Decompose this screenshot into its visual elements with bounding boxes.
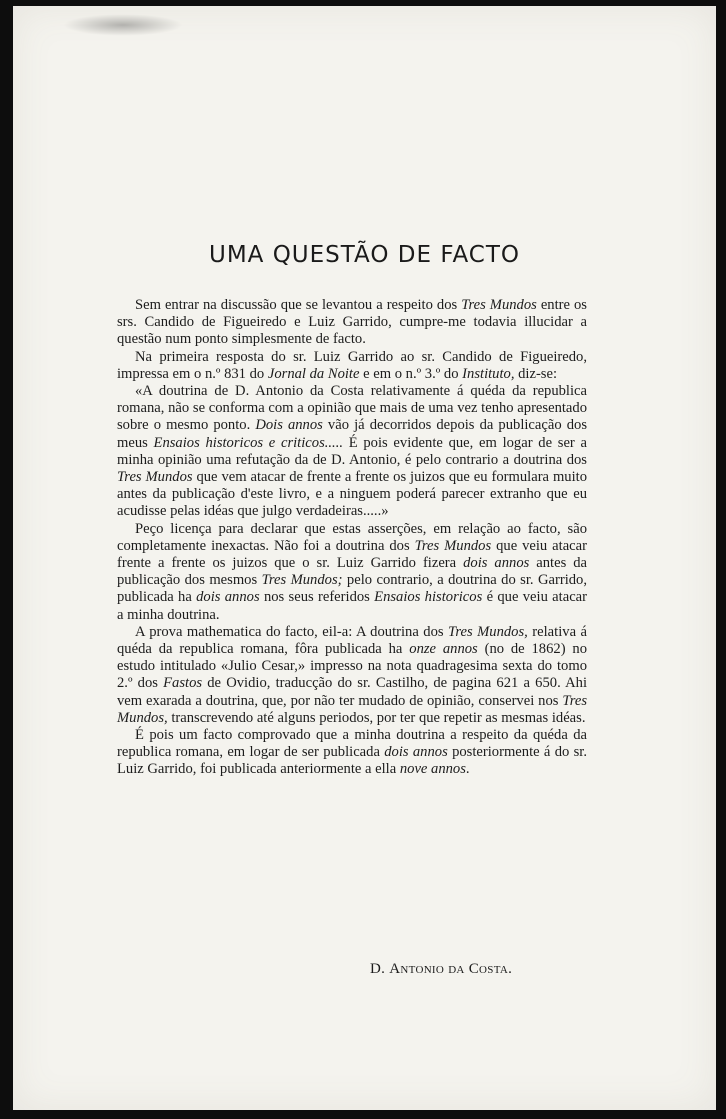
italic-run: Tres Mundos; — [261, 572, 343, 589]
italic-run: Tres Mundos, — [448, 623, 528, 640]
text-run: antes da publicação dos mesmos — [117, 555, 587, 589]
text-run: É pois evidente que, em logar de ser a minha opinião uma refutação da de D. Antonio, é pelo contrario a doutrina dos — [117, 434, 587, 468]
signature-name: Antonio da Costa. — [389, 961, 513, 977]
italic-run: Tres Mundos, — [117, 692, 587, 726]
text-run: é que veiu atacar a minha doutrina. — [117, 589, 588, 623]
italic-run: Ensaios historicos e criticos..... — [153, 434, 343, 451]
text-run: entre os srs. Candido de Figueiredo e Luiz Garrido, cumpre-me todavia illucidar a questão num ponto simplesmente de facto. — [117, 297, 587, 348]
italic-run: Jornal da Noite — [267, 365, 360, 382]
paragraph — [117, 727, 587, 779]
text-run: A prova mathematica do facto, eil-a: A doutrina dos — [135, 623, 449, 640]
paragraph — [117, 297, 587, 349]
text-run: É pois um facto comprovado que a minha doutrina a respeito da quéda da republica romana, em logar de ser publicada — [117, 727, 587, 761]
scan-smudge — [63, 14, 183, 36]
text-run: «A doutrina de D. Antonio da Costa relativamente á quéda da republica romana, não se conforma com a opinião que mais de uma vez tenho apresentado sobre o mesmo ponto. — [117, 383, 587, 434]
italic-run: Instituto, — [462, 365, 515, 382]
italic-run: Ensaios historicos — [374, 589, 483, 606]
italic-run: Tres Mundos — [117, 469, 193, 486]
text-run: Sem entrar na discussão que se levantou a respeito dos — [135, 297, 462, 313]
text-run: vão já decorridos depois da publicação dos meus — [117, 417, 587, 451]
text-run: diz-se: — [514, 365, 558, 382]
italic-run: nove annos — [399, 761, 466, 778]
document-page — [13, 6, 716, 1110]
italic-run: Dois annos — [255, 417, 323, 434]
italic-run: dois annos — [384, 744, 448, 761]
text-run: relativa á quéda da republica romana, fôra publicada ha — [117, 623, 587, 658]
signature — [370, 961, 512, 978]
document-title: UMA QUESTÃO DE FACTO — [208, 242, 520, 268]
paragraph — [117, 383, 587, 521]
text-run: de Ovidio, traducção do sr. Castilho, de pagina 621 a 650. Ahi vem exarada a doutrina, que, por não ter mudado de opinião, conservei nos — [117, 675, 587, 709]
text-run: . — [465, 761, 470, 778]
italic-run: dois annos — [196, 589, 260, 606]
text-run: transcrevendo até alguns periodos, por ter que repetir as mesmas idéas. — [167, 709, 586, 726]
text-run: que vem atacar de frente a frente os juizos que eu formulara muito antes da publicação d'este livro, e a ninguem poderá parecer extranho que eu acudisse pelas idéas que julgo verdadeiras.....» — [117, 469, 587, 520]
italic-run: Fastos — [163, 675, 203, 692]
text-run: Peço licença para declarar que estas asserções, em relação ao facto, são completamente inexactas. Não foi a doutrina dos — [117, 520, 587, 554]
italic-run: onze annos — [409, 641, 478, 658]
signature-initial: D. — [370, 961, 386, 977]
paragraph — [117, 349, 587, 383]
text-run: que veiu atacar frente a frente os juizos que o sr. Luiz Garrido fizera — [117, 537, 587, 572]
text-run: (no de 1862) no estudo intitulado «Julio Cesar,» impresso na nota quadragesima sexta do tomo 2.º dos — [117, 641, 587, 692]
text-run: Na primeira resposta do sr. Luiz Garrido ao sr. Candido de Figueiredo, impressa em o n.º 831 do — [117, 348, 587, 382]
paragraph — [117, 521, 587, 624]
italic-run: Tres Mundos — [461, 297, 537, 313]
text-run: pelo contrario, a doutrina do sr. Garrido, publicada ha — [117, 572, 588, 606]
text-run: e em o n.º 3.º do — [359, 365, 463, 382]
text-run: posteriormente á do sr. Luiz Garrido, foi publicada anteriormente a ella — [117, 744, 587, 778]
italic-run: dois annos — [463, 555, 530, 572]
paragraph — [117, 624, 587, 727]
italic-run: Tres Mundos — [414, 537, 492, 554]
document-body — [117, 297, 587, 779]
text-run: nos seus referidos — [259, 589, 375, 606]
